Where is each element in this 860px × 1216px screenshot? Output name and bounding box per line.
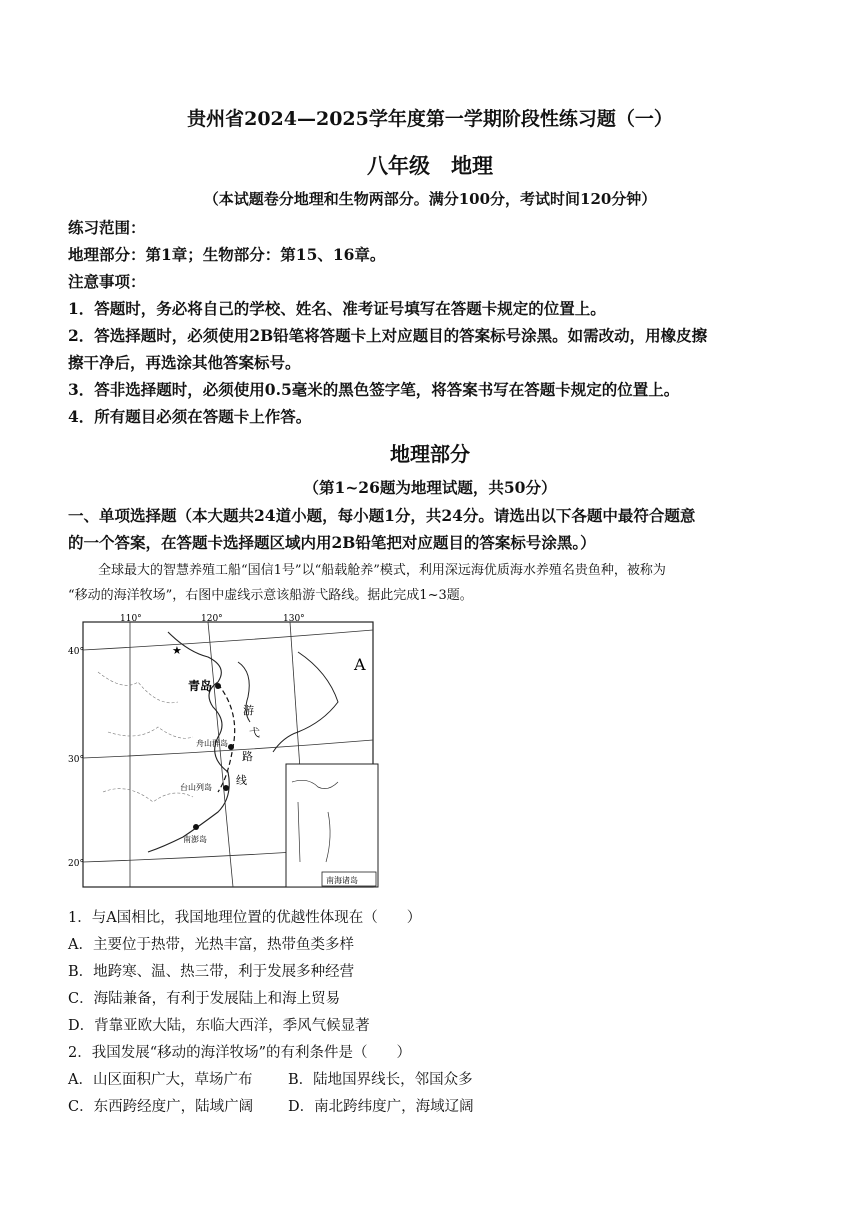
taishan-dot bbox=[223, 785, 229, 791]
exam-title: 贵州省2024—2025学年度第一学期阶段性练习题（一） bbox=[187, 108, 673, 130]
lon-label: 110° bbox=[120, 614, 142, 624]
place-label: 台山列岛 bbox=[180, 783, 212, 792]
place-label: 舟山群岛 bbox=[196, 739, 228, 748]
question-stem: 2．我国发展“移动的海洋牧场”的有利条件是（ ） bbox=[68, 1045, 412, 1061]
section-subtitle: （第1~26题为地理试题，共50分） bbox=[303, 478, 557, 497]
notice-label: 注意事项： bbox=[68, 272, 146, 291]
lat-label: 30° bbox=[68, 755, 84, 765]
scope-label: 练习范围： bbox=[68, 218, 146, 237]
notice-item: 2．答选择题时，必须使用2B铅笔将答题卡上对应题目的答案标号涂黑。如需改动，用橡皮擦 bbox=[68, 326, 708, 345]
question-stem: 1．与A国相比，我国地理位置的优越性体现在（ ） bbox=[68, 910, 422, 926]
route-label: 线 bbox=[236, 774, 247, 787]
qingdao-dot bbox=[215, 683, 221, 689]
question-option: A．山区面积广大，草场广布 bbox=[68, 1072, 253, 1088]
zhoushan-dot bbox=[228, 744, 234, 750]
question-option: C．东西跨经度广，陆域广阔 bbox=[68, 1099, 254, 1115]
exam-subtitle: 八年级 地理 bbox=[367, 153, 493, 178]
place-label: 青岛 bbox=[188, 679, 213, 693]
nanpeng-dot bbox=[193, 824, 199, 830]
notice-item: 1．答题时，务必将自己的学校、姓名、准考证号填写在答题卡规定的位置上。 bbox=[68, 299, 606, 318]
inset-label: 南海诸岛 bbox=[326, 876, 358, 885]
question-option: D．背靠亚欧大陆，东临大西洋，季风气候显著 bbox=[68, 1018, 370, 1034]
part1-instructions: 一、单项选择题（本大题共24道小题，每小题1分，共24分。请选出以下各题中最符合题意 bbox=[68, 506, 696, 525]
route-map bbox=[68, 612, 388, 892]
section-title: 地理部分 bbox=[390, 442, 470, 466]
scope-content: 地理部分：第1章；生物部分：第15、16章。 bbox=[68, 245, 386, 264]
question-option: B．地跨寒、温、热三带，利于发展多种经营 bbox=[68, 964, 355, 980]
route-label: 路 bbox=[242, 750, 253, 763]
passage-line: “移动的海洋牧场”，右图中虚线示意该船游弋路线。据此完成1~3题。 bbox=[68, 588, 473, 603]
notice-item: 3．答非选择题时，必须使用0.5毫米的黑色签字笔，将答案书写在答题卡规定的位置上。 bbox=[68, 380, 680, 399]
question-option: C．海陆兼备，有利于发展陆上和海上贸易 bbox=[68, 991, 341, 1007]
lat-label: 20° bbox=[68, 859, 84, 869]
lat-label: 40° bbox=[68, 647, 84, 657]
passage-line: 全球最大的智慧养殖工船“国信1号”以“船载舱养”模式，利用深远海优质海水养殖名贵鱼种，被称为 bbox=[98, 563, 666, 578]
question-option: A．主要位于热带，光热丰富，热带鱼类多样 bbox=[68, 937, 354, 953]
notice-item: 擦干净后，再选涂其他答案标号。 bbox=[68, 353, 301, 372]
capital-star-icon: ★ bbox=[172, 644, 182, 657]
part1-instructions: 的一个答案，在答题卡选择题区域内用2B铅笔把对应题目的答案标号涂黑。） bbox=[68, 533, 596, 552]
exam-note: （本试题卷分地理和生物两部分。满分100分，考试时间120分钟） bbox=[203, 190, 657, 208]
lon-label: 120° bbox=[201, 614, 223, 624]
route-label: 弋 bbox=[249, 726, 260, 739]
route-label: 游 bbox=[243, 704, 254, 717]
place-label: 南澎岛 bbox=[183, 835, 207, 844]
lon-label: 130° bbox=[283, 614, 305, 624]
notice-item: 4．所有题目必须在答题卡上作答。 bbox=[68, 407, 312, 426]
south-china-sea-inset bbox=[286, 764, 378, 887]
country-a-label: A bbox=[354, 655, 366, 674]
question-option: D．南北跨纬度广，海域辽阔 bbox=[288, 1099, 474, 1115]
question-option: B．陆地国界线长，邻国众多 bbox=[288, 1072, 473, 1088]
